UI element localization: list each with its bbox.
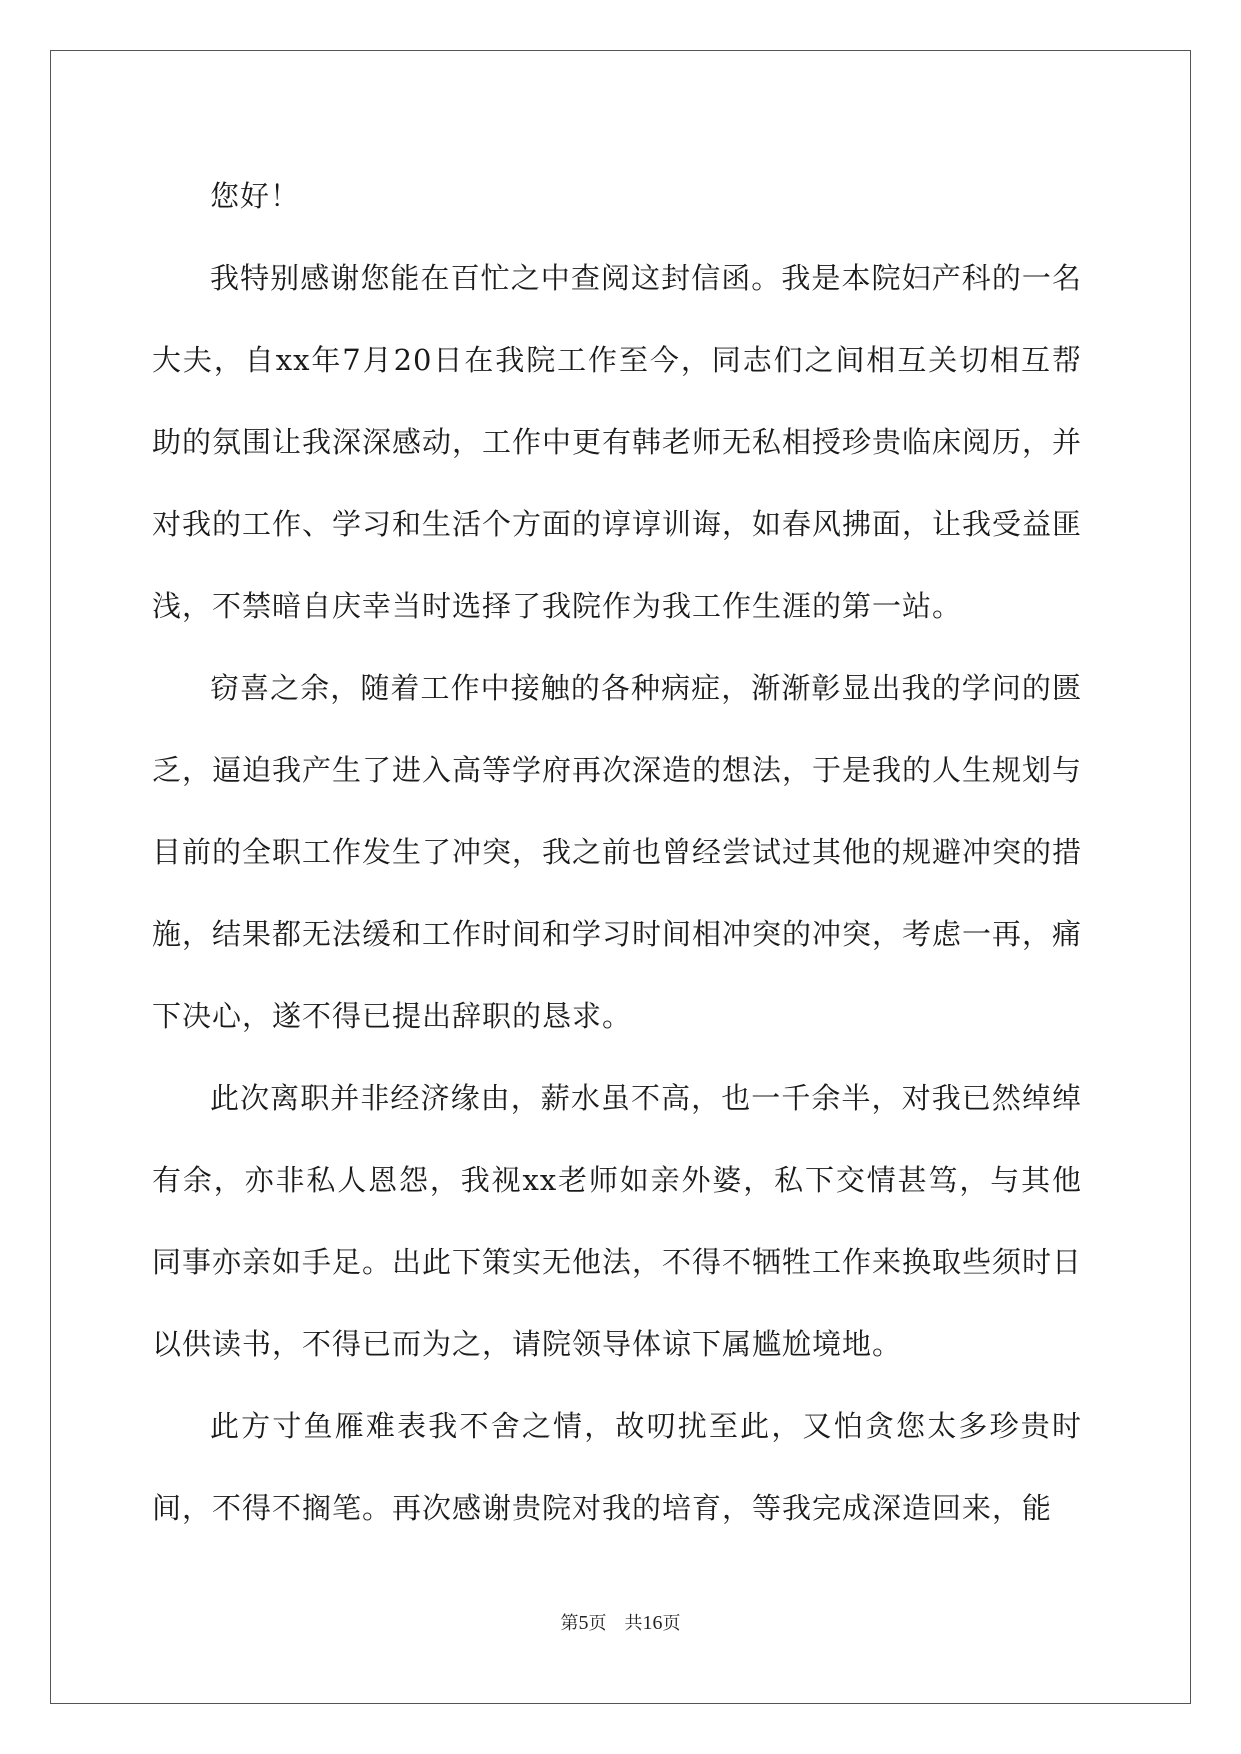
paragraph-4: 此方寸鱼雁难表我不舍之情，故叨扰至此，又怕贪您太多珍贵时间，不得不搁笔。再次感谢贵院对我的培育，等我完成深造回来，能 <box>152 1409 1082 1525</box>
total-prefix: 共 <box>624 1613 643 1634</box>
page-suffix: 页 <box>588 1613 607 1634</box>
page-prefix: 第 <box>560 1613 579 1634</box>
total-suffix: 页 <box>662 1613 681 1634</box>
greeting: 您好！ <box>210 179 301 213</box>
paragraph-2: 窃喜之余，随着工作中接触的各种病症，渐渐彰显出我的学问的匮乏，逼迫我产生了进入高等学府再次深造的想法，于是我的人生规划与目前的全职工作发生了冲突，我之前也曾经尝试过其他的规避冲突的措施，结果都无法缓和工作时间和学习时间相冲突的冲突，考虑一再，痛下决心，遂不得已提出辞职的恳求。 <box>152 671 1083 1033</box>
paragraph-3: 此次离职并非经济缘由，薪水虽不高，也一千余半，对我已然绰绰有余，亦非私人恩怨，我视xx老师如亲外婆，私下交情甚笃，与其他同事亦亲如手足。出此下策实无他法，不得不牺牲工作来换取些须时日以供读书，不得已而为之，请院领导体谅下属尴尬境地。 <box>152 1081 1083 1361</box>
current-page-number: 5 <box>578 1612 589 1634</box>
paragraph-1: 我特别感谢您能在百忙之中查阅这封信函。我是本院妇产科的一名大夫，自xx年7月20日在我院工作至今，同志们之间相互关切相互帮助的氛围让我深深感动，工作中更有韩老师无私相授珍贵临床阅历，并对我的工作、学习和生活个方面的谆谆训诲，如春风拂面，让我受益匪浅，不禁暗自庆幸当时选择了我院作为我工作生涯的第一站。 <box>152 261 1083 623</box>
letter-body <box>152 155 1082 1549</box>
page-number-footer <box>0 1611 1241 1636</box>
total-page-number: 16 <box>642 1612 663 1634</box>
